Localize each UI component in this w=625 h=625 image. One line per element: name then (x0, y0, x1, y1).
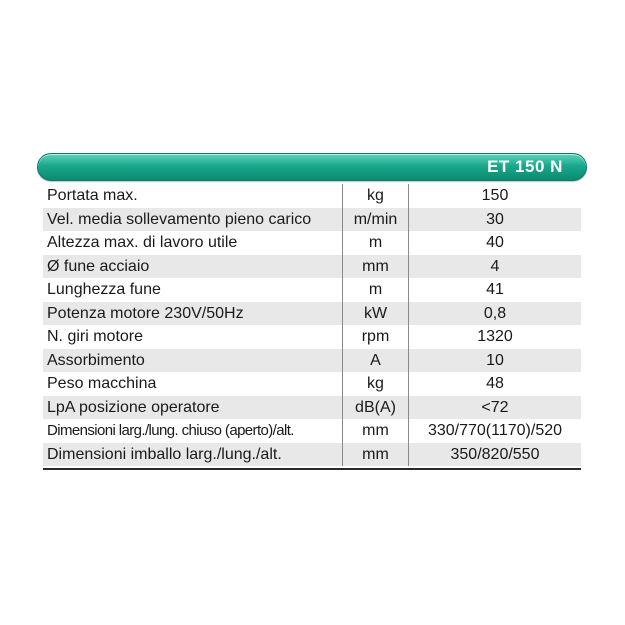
table-row (43, 419, 581, 443)
model-title: ET 150 N (487, 157, 563, 176)
spec-unit: kW (343, 302, 409, 326)
spec-value: <72 (409, 396, 582, 420)
table-row (43, 278, 581, 302)
table-row (43, 231, 581, 255)
spec-label: Assorbimento (43, 349, 343, 373)
spec-value: 41 (486, 281, 504, 298)
spec-unit: m/min (343, 208, 409, 232)
spec-label: N. giri motore (47, 328, 144, 345)
spec-value: 330/770(1170)/520 (427, 422, 563, 439)
spec-value: 48 (486, 375, 504, 392)
spec-label: Potenza motore 230V/50Hz (43, 302, 343, 326)
spec-label: Vel. media sollevamento pieno carico (43, 208, 343, 232)
spec-unit: mm (343, 255, 409, 279)
spec-table (43, 184, 581, 466)
spec-value: 150 (481, 187, 509, 204)
spec-value: 350/820/550 (409, 443, 582, 467)
spec-label: Altezza max. di lavoro utile (47, 234, 238, 251)
spec-unit: kg (343, 184, 409, 208)
table-row (43, 372, 581, 396)
spec-label: Dimensioni larg./lung. chiuso (aperto)/alt. (47, 422, 294, 439)
spec-unit: A (343, 349, 409, 373)
spec-unit: m (343, 231, 409, 255)
spec-label: Portata max. (47, 187, 138, 204)
spec-label: Ø fune acciaio (43, 255, 343, 279)
table-row (43, 208, 581, 232)
spec-unit: mm (343, 443, 409, 467)
spec-table-body (43, 184, 581, 466)
table-row (43, 349, 581, 373)
header-bar (37, 153, 587, 181)
table-row (43, 255, 581, 279)
table-row (43, 443, 581, 467)
spec-unit: mm (343, 419, 409, 443)
spec-value: 30 (409, 208, 582, 232)
spec-label: Lunghezza fune (47, 281, 161, 298)
spec-value: 40 (486, 234, 504, 251)
table-row (43, 325, 581, 349)
table-row (43, 396, 581, 420)
spec-value: 4 (409, 255, 582, 279)
table-row (43, 184, 581, 208)
spec-value: 0,8 (409, 302, 582, 326)
spec-unit: dB(A) (343, 396, 409, 420)
spec-label: Peso macchina (47, 375, 157, 392)
spec-unit: m (343, 278, 409, 302)
spec-value: 1320 (477, 328, 513, 345)
spec-label: Dimensioni imballo larg./lung./alt. (43, 443, 343, 467)
spec-unit: rpm (343, 325, 409, 349)
spec-unit: kg (343, 372, 409, 396)
spec-value: 10 (409, 349, 582, 373)
spec-label: LpA posizione operatore (43, 396, 343, 420)
bottom-divider (43, 468, 581, 470)
table-row (43, 302, 581, 326)
